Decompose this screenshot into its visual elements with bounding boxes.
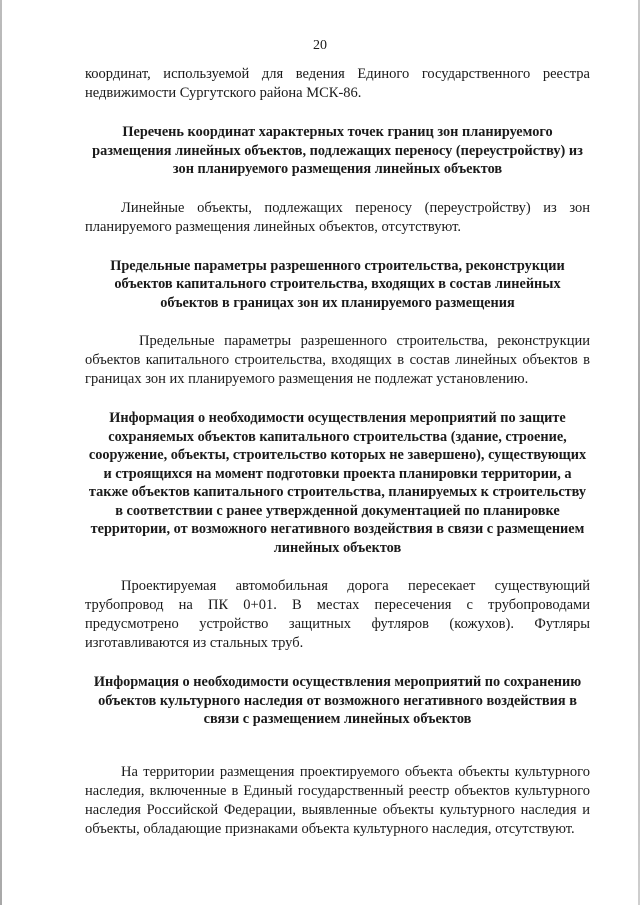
section-body-parameters: Предельные параметры разрешенного строительства, реконструкции объектов капитального строительства, входящих в состав линейных объектов в границах зон их планируемого размещения не подлежат установлению.: [85, 333, 590, 387]
section-heading-protection: Информация о необходимости осуществления мероприятий по защите сохраняемых объектов капитального строительства (здание, строение, сооружение, объекты, строительство которых не завершено), существующих и строящихся на момент подготовки проекта планировки территории, а также объектов капитального строительства, планируемых к строительству в соответствии с ранее утвержденной документацией по планировке территории, от возможного негативного воздействия в связи с размещением линейных объектов: [88, 410, 587, 556]
scan-edge-left: [0, 0, 2, 905]
section-heading-cultural-heritage: Информация о необходимости осуществления мероприятий по сохранению объектов культурного наследия от возможного негативного воздействия в связи с размещением линейных объектов: [93, 674, 582, 727]
section-body-coordinates: Линейные объекты, подлежащих переносу (переустройству) из зон планируемого размещения линейных объектов, отсутствуют.: [85, 199, 590, 235]
section-heading-parameters: Предельные параметры разрешенного строительства, реконструкции объектов капитального строительства, входящих в состав линейных объектов в границах зон их планируемого размещения: [110, 257, 565, 311]
section-body-protection: Проектируемая автомобильная дорога пересекает существующий трубопровод на ПК 0+01. В местах пересечения с трубопроводами предусмотрено устройство защитных футляров (кожухов). Футляры изготавливаются из стальных труб.: [85, 578, 590, 651]
intro-paragraph: координат, используемой для ведения Единого государственного реестра недвижимости Сургутского района МСК-86.: [85, 66, 590, 101]
section-heading-coordinates: Перечень координат характерных точек границ зон планируемого размещения линейных объектов, подлежащих переносу (переустройству) из зон планируемого размещения линейных объектов: [92, 124, 583, 177]
page-number: 20: [313, 38, 327, 53]
section-body-cultural-heritage: На территории размещения проектируемого объекта объекты культурного наследия, включенные в Единый государственный реестр объектов культурного наследия Российской Федерации, выявленные объекты культурного наследия и объекты, обладающие признаками объекта культурного наследия, отсутствуют.: [85, 763, 590, 837]
document-body: [85, 65, 590, 839]
